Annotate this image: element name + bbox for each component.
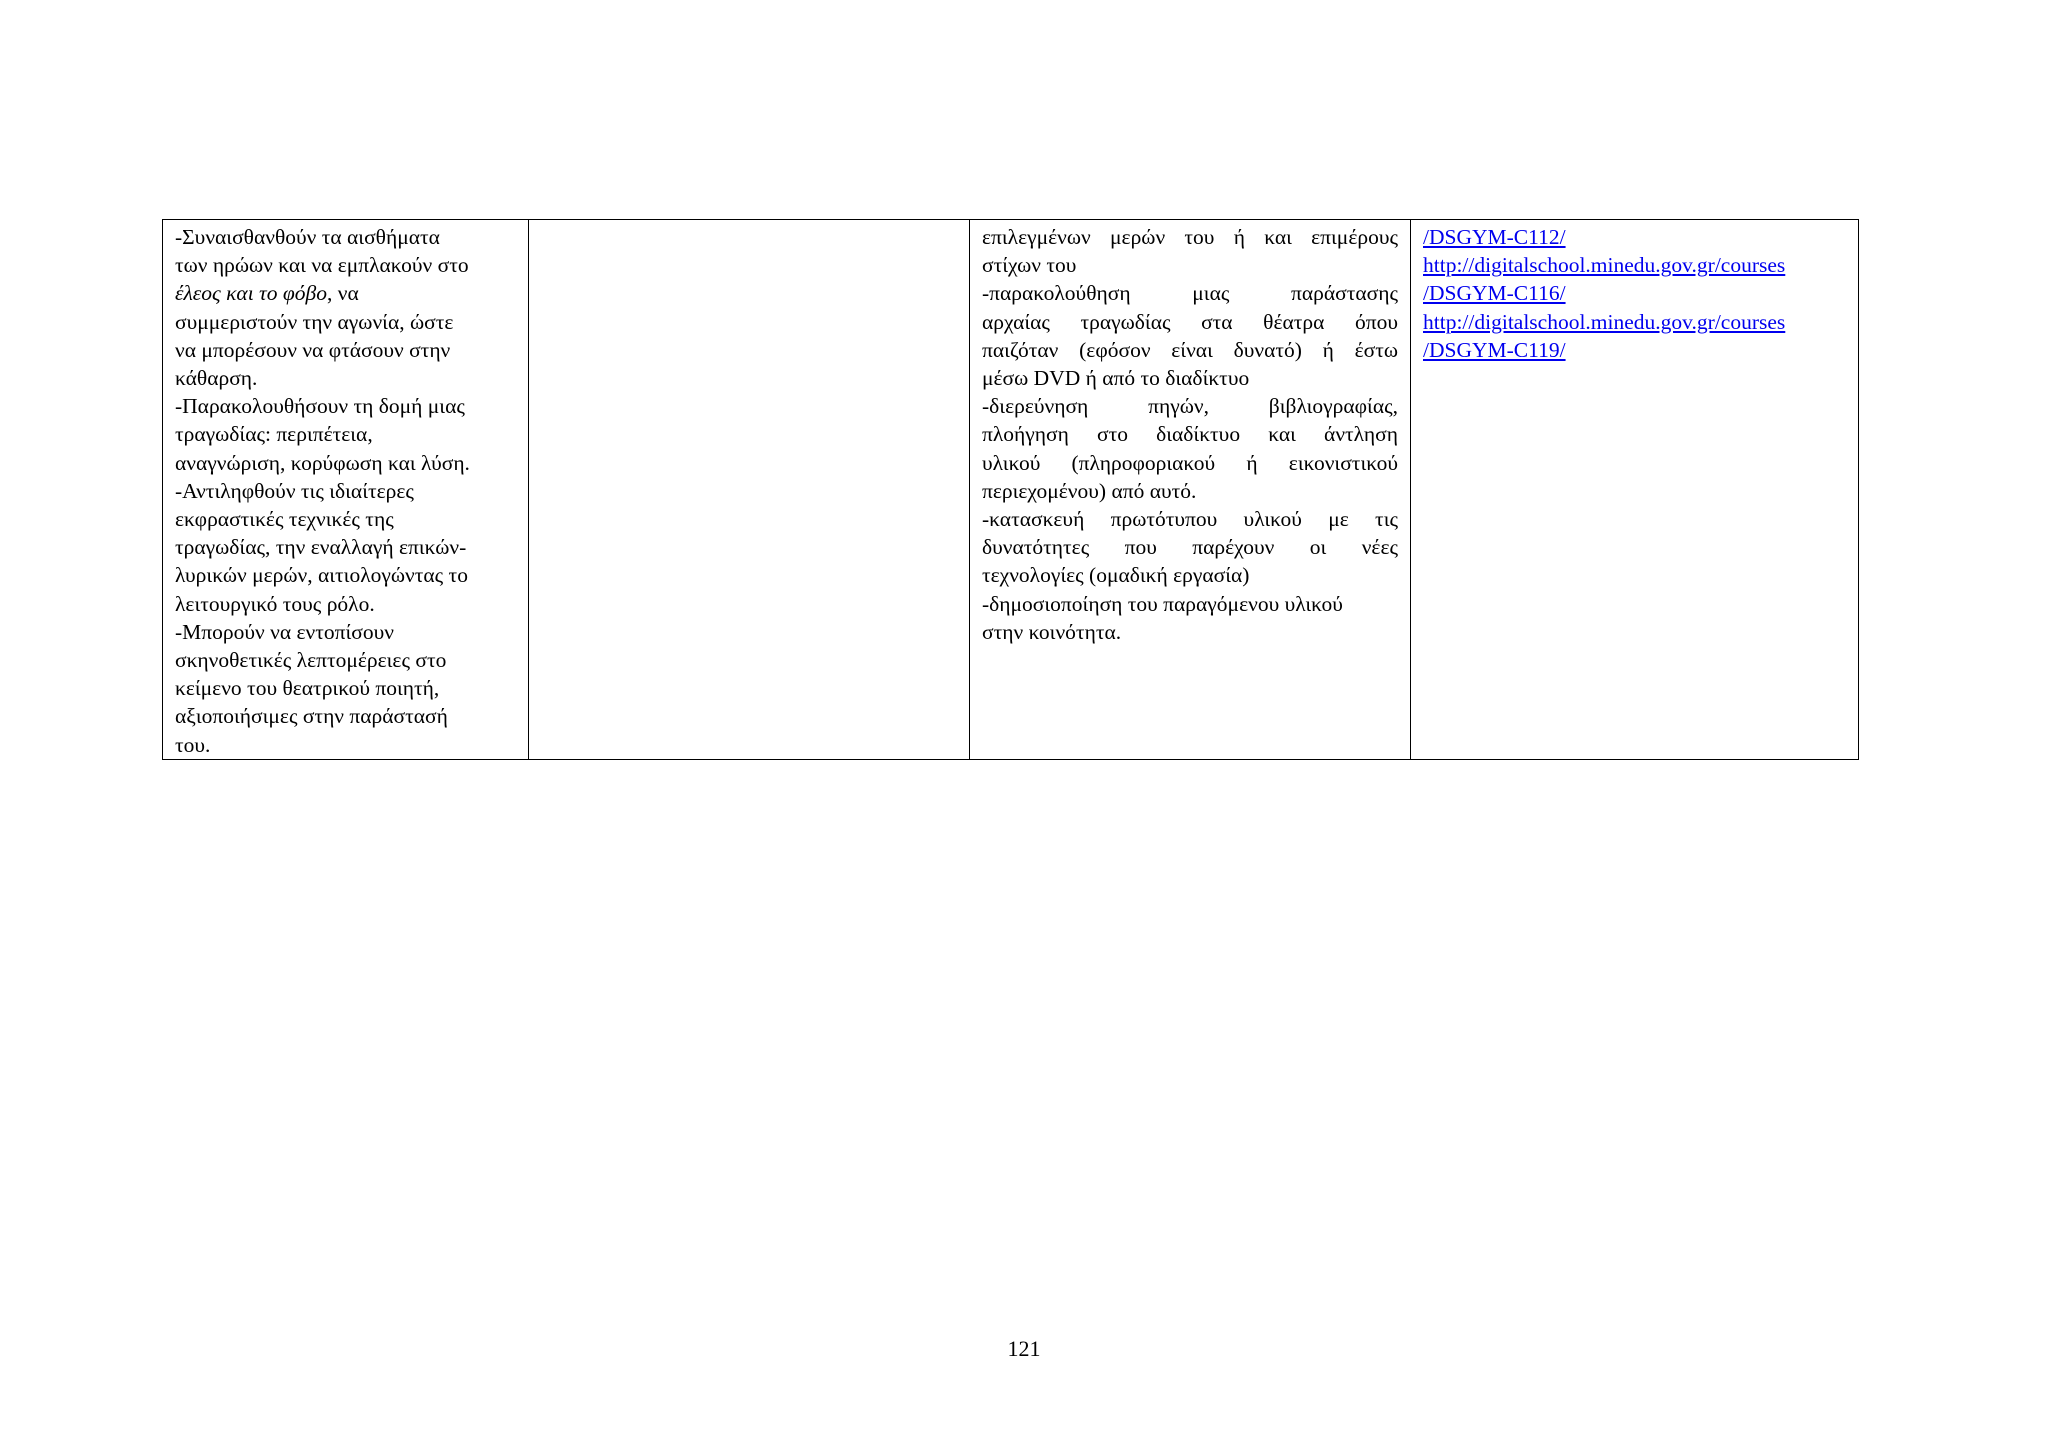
objective-line: -Αντιληφθούν τις ιδιαίτερες <box>175 478 414 503</box>
objective-line: λυρικών μερών, αιτιολογώντας το <box>175 563 468 588</box>
objective-line: να μπορέσουν να φτάσουν στην <box>175 337 451 362</box>
table-row <box>163 220 1859 760</box>
objective-line: συμμεριστούν την αγωνία, ώστε <box>175 309 454 334</box>
italic-suffix: , να <box>326 281 359 306</box>
italic-phrase: έλεος και το φόβο <box>175 281 327 306</box>
objective-line: λειτουργικό τους ρόλο. <box>175 591 375 616</box>
links-cell <box>1411 220 1859 760</box>
activity-line: πλοήγηση στο διαδίκτυο και άντληση <box>982 422 1398 447</box>
objective-line: τραγωδίας, την εναλλαγή επικών- <box>175 535 467 560</box>
objective-line: κάθαρση. <box>175 366 258 391</box>
objective-line: των ηρώων και να εμπλακούν στο <box>175 253 469 278</box>
course-link[interactable]: http://digitalschool.minedu.gov.gr/courses <box>1423 253 1786 278</box>
course-link[interactable]: /DSGYM-C112/ <box>1423 225 1566 249</box>
objective-line: -Συναισθανθούν τα αισθήματα <box>175 225 440 249</box>
activity-line: επιλεγμένων μερών του ή και επιμέρους <box>982 225 1398 249</box>
activity-line: περιεχομένου) από αυτό. <box>982 478 1197 503</box>
activity-line: -κατασκευή πρωτότυπου υλικού με τις <box>982 507 1398 532</box>
course-link[interactable]: http://digitalschool.minedu.gov.gr/courses <box>1423 309 1786 334</box>
objective-line: τραγωδίας: περιπέτεια, <box>175 422 373 447</box>
activity-line: -δημοσιοποίηση του παραγόμενου υλικού <box>982 591 1343 616</box>
activities-cell <box>970 220 1411 760</box>
objective-line: του. <box>175 732 211 757</box>
objective-line: αξιοποιήσιμες στην παράστασή <box>175 704 448 729</box>
objective-line: -Παρακολουθήσουν τη δομή μιας <box>175 394 465 419</box>
course-link[interactable]: /DSGYM-C119/ <box>1423 337 1566 362</box>
activity-line: αρχαίας τραγωδίας στα θέατρα όπου <box>982 309 1398 334</box>
objective-line: εκφραστικές τεχνικές της <box>175 507 394 532</box>
objective-line: -Μπορούν να εντοπίσουν <box>175 619 394 644</box>
activity-line: τεχνολογίες (ομαδική εργασία) <box>982 563 1250 588</box>
objective-line: κείμενο του θεατρικού ποιητή, <box>175 676 440 701</box>
objective-line-italic <box>175 279 516 307</box>
activity-line: δυνατότητες που παρέχουν οι νέες <box>982 535 1398 560</box>
page-number: 121 <box>1007 1336 1041 1361</box>
course-link[interactable]: /DSGYM-C116/ <box>1423 281 1566 306</box>
activity-line: στην κοινότητα. <box>982 619 1122 644</box>
empty-cell <box>529 220 970 760</box>
activity-line: υλικού (πληροφοριακού ή εικονιστικού <box>982 450 1398 475</box>
objective-line: σκηνοθετικές λεπτομέρειες στο <box>175 648 447 673</box>
curriculum-table <box>162 219 1859 760</box>
activity-line: -παρακολούθηση μιας παράστασης <box>982 281 1398 306</box>
activity-line: -διερεύνηση πηγών, βιβλιογραφίας, <box>982 394 1398 419</box>
activity-line: παιζόταν (εφόσον είναι δυνατό) ή έστω <box>982 337 1398 362</box>
objectives-cell <box>163 220 529 760</box>
activity-line: μέσω DVD ή από το διαδίκτυο <box>982 366 1250 391</box>
objective-line: αναγνώριση, κορύφωση και λύση. <box>175 450 470 475</box>
activity-line: στίχων του <box>982 253 1077 278</box>
